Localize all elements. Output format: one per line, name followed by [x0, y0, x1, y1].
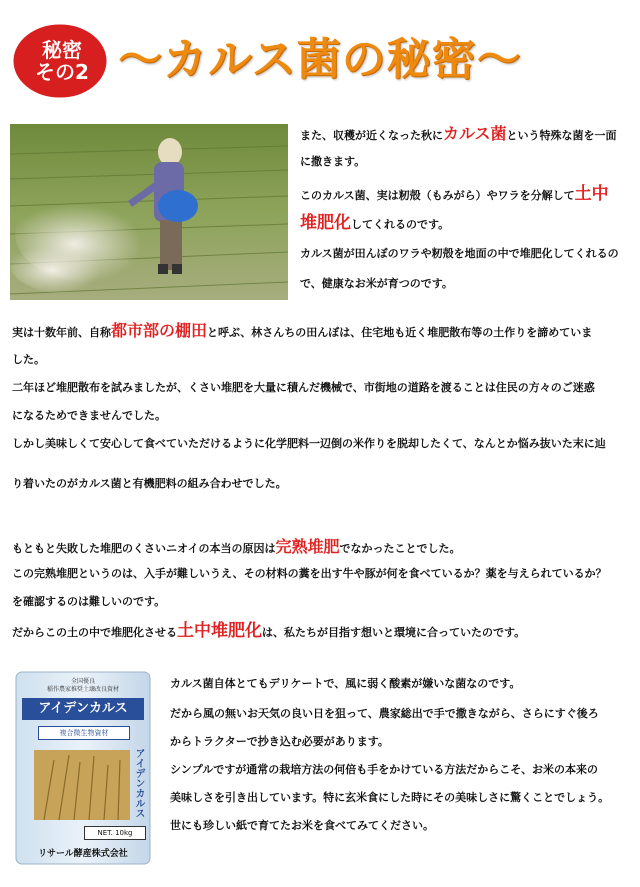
badge-line-2: その2 — [35, 60, 89, 84]
compost-text — [12, 536, 632, 644]
intro-p1-c: に撒きます。 — [300, 155, 366, 168]
bag-top-small-1: 全国優良 — [70, 678, 95, 685]
intro-text — [300, 124, 630, 292]
compost-p1-b: でなかったことでした。 — [339, 542, 461, 555]
handling-l5: 美味しさを引き出しています。特に玄米食にした時にその美味しさに驚くことでしょう。 — [170, 791, 610, 804]
history-text — [12, 320, 632, 492]
highlight-dochu-taihika: 土中堆肥化 — [177, 621, 262, 641]
compost-p3-b: は、私たちが目指す想いと環境に合っていたのです。 — [262, 626, 526, 639]
compost-p2-b: を確認するのは難しいのです。 — [12, 595, 166, 608]
history-p2-a: 二年ほど堆肥散布を試みましたが、くさい堆肥を大量に積んだ機械で、市街地の道路を渡ることは住民の方々のご迷惑 — [12, 381, 595, 394]
bag-maker: リサール酵産株式会社 — [38, 849, 128, 859]
intro-p1-a: また、収穫が近くなった秋に — [300, 129, 443, 142]
history-p1-b: と呼ぶ、林さんちの田んぼは、住宅地も近く堆肥散布等の土作りを諦めていま — [207, 326, 593, 339]
intro-p2-a: このカルス菌、実は籾殻（もみがら）やワラを分解して — [300, 189, 575, 202]
product-bag-photo — [14, 670, 152, 866]
history-p1-c: した。 — [12, 353, 45, 366]
badge-line-1: 秘密 — [42, 38, 82, 62]
handling-l6: 世にも珍しい紙で育てたお米を食べてみてください。 — [170, 819, 434, 832]
intro-p2-b: してくれるのです。 — [351, 218, 450, 231]
compost-p2-a: この完熟堆肥というのは、入手が難しいうえ、その材料の糞を出す牛や豚が何を食べているか？薬を与えられているか？ — [12, 567, 607, 580]
handling-text — [170, 676, 636, 834]
highlight-kanjuku: 完熟堆肥 — [275, 537, 340, 556]
compost-p3-a: だからこの土の中で堆肥化させる — [12, 626, 177, 639]
highlight-calus: カルス菌 — [443, 124, 507, 143]
handling-l2: だから風の無いお天気の良い日を狙って、農家総出で手で撒きながら、さらにすぐ後ろ — [170, 707, 599, 720]
highlight-taihika: 堆肥化 — [300, 213, 351, 233]
bag-subtitle: 複合微生物資材 — [38, 726, 130, 740]
bag-product-name: アイデンカルス — [22, 698, 144, 720]
intro-p3-b: で、健康なお米が育つのです。 — [300, 277, 453, 290]
intro-p3-a: カルス菌が田んぼのワラや籾殻を地面の中で堆肥化してくれるの — [300, 247, 619, 260]
secret-badge — [10, 20, 114, 102]
bag-side-label: アイデンカルス — [133, 748, 144, 818]
history-p1-a: 実は十数年前、自称 — [12, 326, 111, 339]
history-p3-b: り着いたのがカルス菌と有機肥料の組み合わせでした。 — [12, 477, 287, 490]
highlight-dochu: 土中 — [574, 184, 609, 204]
highlight-tanada: 都市部の棚田 — [111, 321, 208, 340]
bag-top-small-2: 稲作農家推奨土壌改良資材 — [46, 686, 119, 693]
history-p2-b: になるためできませんでした。 — [12, 409, 166, 422]
history-p3-a: しかし美味しくて安心して食べていただけるように化学肥料一辺倒の米作りを脱却したくて、なんとか悩み抜いた末に辿 — [12, 437, 606, 450]
compost-p1-a: もともと失敗した堆肥のくさいニオイの本当の原因は — [12, 542, 276, 555]
handling-l4: シンプルですが通常の栽培方法の何倍も手をかけている方法だからこそ、お米の本来の — [170, 763, 599, 776]
intro-p1-b: という特殊な菌を一面 — [506, 129, 617, 142]
field-photo — [10, 124, 288, 300]
handling-l3: からトラクターで抄き込む必要があります。 — [170, 735, 389, 748]
handling-l1: カルス菌自体とてもデリケートで、風に弱く酸素が嫌いな菌なのです。 — [170, 677, 521, 690]
bag-net-weight: NET. 10kg — [84, 826, 146, 840]
page-title: ～カルス菌の秘密～ — [118, 34, 522, 85]
